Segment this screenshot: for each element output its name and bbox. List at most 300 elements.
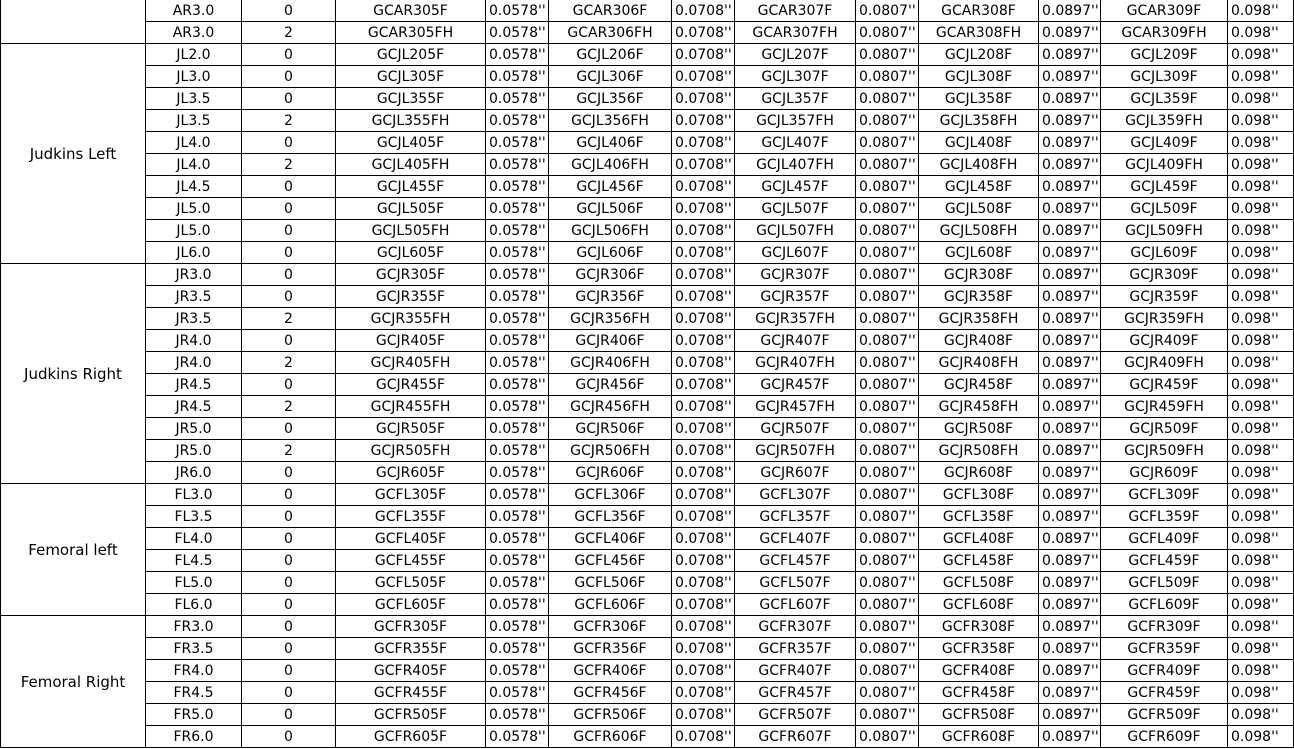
table-cell: 0.0807'' bbox=[856, 330, 919, 352]
table-cell: GCFL308F bbox=[919, 484, 1039, 506]
table-cell: 0.0578'' bbox=[486, 374, 549, 396]
table-cell: 0.0897'' bbox=[1039, 88, 1101, 110]
table-cell: 0.0807'' bbox=[856, 440, 919, 462]
table-cell: 0.0708'' bbox=[672, 330, 735, 352]
table-cell: JR5.0 bbox=[146, 418, 242, 440]
table-cell: GCFL356F bbox=[549, 506, 672, 528]
table-cell: 0.098'' bbox=[1228, 88, 1294, 110]
table-cell: 0 bbox=[242, 572, 336, 594]
table-row bbox=[1, 528, 1294, 550]
table-cell: GCJR505FH bbox=[336, 440, 486, 462]
table-cell: 0.0897'' bbox=[1039, 418, 1101, 440]
table-cell: 0.0897'' bbox=[1039, 352, 1101, 374]
table-cell: 0.0578'' bbox=[486, 638, 549, 660]
table-cell: GCJR408FH bbox=[919, 352, 1039, 374]
table-cell: GCFR456F bbox=[549, 682, 672, 704]
table-cell: 0.0578'' bbox=[486, 242, 549, 264]
table-cell: 0 bbox=[242, 44, 336, 66]
table-cell: 0 bbox=[242, 286, 336, 308]
table-cell: 0.0897'' bbox=[1039, 682, 1101, 704]
table-cell: JL6.0 bbox=[146, 242, 242, 264]
table-cell: GCFL409F bbox=[1101, 528, 1228, 550]
table-cell: 0.0897'' bbox=[1039, 242, 1101, 264]
table-cell: 0.0897'' bbox=[1039, 264, 1101, 286]
table-cell: FL4.5 bbox=[146, 550, 242, 572]
table-row bbox=[1, 264, 1294, 286]
table-cell: GCFL407F bbox=[735, 528, 856, 550]
table-cell: 0.0578'' bbox=[486, 726, 549, 748]
table-cell: GCFL507F bbox=[735, 572, 856, 594]
table-cell: 0.0578'' bbox=[486, 22, 549, 44]
table-cell: 0.0897'' bbox=[1039, 44, 1101, 66]
table-cell: 0.0897'' bbox=[1039, 440, 1101, 462]
table-cell: GCJR409FH bbox=[1101, 352, 1228, 374]
table-cell: 0.0897'' bbox=[1039, 660, 1101, 682]
table-cell: GCJR509FH bbox=[1101, 440, 1228, 462]
table-cell: 0 bbox=[242, 660, 336, 682]
table-cell: 0.0807'' bbox=[856, 198, 919, 220]
table-cell: GCJL458F bbox=[919, 176, 1039, 198]
table-cell: GCFL358F bbox=[919, 506, 1039, 528]
table-cell: 0.0807'' bbox=[856, 616, 919, 638]
table-cell: 0.0708'' bbox=[672, 110, 735, 132]
table-cell: GCFR306F bbox=[549, 616, 672, 638]
table-cell: 0.098'' bbox=[1228, 110, 1294, 132]
table-cell: GCFL455F bbox=[336, 550, 486, 572]
table-row bbox=[1, 242, 1294, 264]
table-cell: GCJL506F bbox=[549, 198, 672, 220]
table-cell: GCFR506F bbox=[549, 704, 672, 726]
table-cell: 0 bbox=[242, 176, 336, 198]
table-cell: 0.0708'' bbox=[672, 660, 735, 682]
table-cell: 0.098'' bbox=[1228, 550, 1294, 572]
table-cell: GCJR355F bbox=[336, 286, 486, 308]
table-cell: 0.098'' bbox=[1228, 352, 1294, 374]
group-label-cell: Femoral Right bbox=[1, 616, 146, 748]
table-cell: 0.098'' bbox=[1228, 154, 1294, 176]
table-cell: GCJR359F bbox=[1101, 286, 1228, 308]
table-cell: GCJL456F bbox=[549, 176, 672, 198]
table-cell: GCFR455F bbox=[336, 682, 486, 704]
table-cell: GCFR507F bbox=[735, 704, 856, 726]
table-cell: GCJR405FH bbox=[336, 352, 486, 374]
table-cell: 0.0708'' bbox=[672, 352, 735, 374]
table-cell: 0.0807'' bbox=[856, 308, 919, 330]
table-cell: 0.0578'' bbox=[486, 616, 549, 638]
table-cell: GCFL305F bbox=[336, 484, 486, 506]
table-cell: GCAR306FH bbox=[549, 22, 672, 44]
table-cell: GCJL605F bbox=[336, 242, 486, 264]
table-cell: 0.0708'' bbox=[672, 396, 735, 418]
table-cell: FL3.0 bbox=[146, 484, 242, 506]
table-cell: GCJR458F bbox=[919, 374, 1039, 396]
table-cell: 0.098'' bbox=[1228, 616, 1294, 638]
table-row bbox=[1, 286, 1294, 308]
table-cell: GCFL458F bbox=[919, 550, 1039, 572]
table-cell: FL6.0 bbox=[146, 594, 242, 616]
table-cell: 0.0578'' bbox=[486, 682, 549, 704]
table-cell: GCJL509FH bbox=[1101, 220, 1228, 242]
table-cell: GCAR309FH bbox=[1101, 22, 1228, 44]
table-cell: 0.098'' bbox=[1228, 198, 1294, 220]
table-cell: 0.0897'' bbox=[1039, 396, 1101, 418]
table-cell: 0.0807'' bbox=[856, 550, 919, 572]
table-cell: 0.0708'' bbox=[672, 726, 735, 748]
table-cell: 0.0807'' bbox=[856, 418, 919, 440]
table-cell: 0.0708'' bbox=[672, 506, 735, 528]
table-cell: JR4.0 bbox=[146, 330, 242, 352]
table-cell: 0.0807'' bbox=[856, 704, 919, 726]
table-cell: GCJL508F bbox=[919, 198, 1039, 220]
table-cell: GCAR309F bbox=[1101, 0, 1228, 22]
table-cell: 2 bbox=[242, 308, 336, 330]
table-cell: GCFL509F bbox=[1101, 572, 1228, 594]
table-cell: GCJR457FH bbox=[735, 396, 856, 418]
table-cell: 0 bbox=[242, 242, 336, 264]
table-cell: FR4.0 bbox=[146, 660, 242, 682]
table-cell: GCJR407FH bbox=[735, 352, 856, 374]
table-cell: 0 bbox=[242, 638, 336, 660]
table-cell: GCFR605F bbox=[336, 726, 486, 748]
table-cell: 2 bbox=[242, 396, 336, 418]
table-cell: 0.098'' bbox=[1228, 132, 1294, 154]
table-cell: 0.0578'' bbox=[486, 484, 549, 506]
table-cell: GCJL409F bbox=[1101, 132, 1228, 154]
table-cell: 0.0807'' bbox=[856, 286, 919, 308]
group-label-cell: Femoral left bbox=[1, 484, 146, 616]
table-cell: GCFR409F bbox=[1101, 660, 1228, 682]
table-cell: 0.098'' bbox=[1228, 22, 1294, 44]
table-cell: JL3.5 bbox=[146, 110, 242, 132]
table-cell: GCJL407F bbox=[735, 132, 856, 154]
table-cell: GCJR507FH bbox=[735, 440, 856, 462]
table-cell: GCJR306F bbox=[549, 264, 672, 286]
table-cell: GCJL505FH bbox=[336, 220, 486, 242]
table-cell: 0.098'' bbox=[1228, 374, 1294, 396]
table-cell: 0.0897'' bbox=[1039, 374, 1101, 396]
table-cell: FR3.5 bbox=[146, 638, 242, 660]
table-cell: GCAR305F bbox=[336, 0, 486, 22]
table-cell: GCJR455F bbox=[336, 374, 486, 396]
table-cell: 0.0578'' bbox=[486, 286, 549, 308]
table-cell: GCFR458F bbox=[919, 682, 1039, 704]
table-cell: 0.098'' bbox=[1228, 726, 1294, 748]
table-cell: GCFL456F bbox=[549, 550, 672, 572]
table-cell: 0.098'' bbox=[1228, 264, 1294, 286]
table-row bbox=[1, 506, 1294, 528]
table-cell: GCJL506FH bbox=[549, 220, 672, 242]
table-cell: GCFR505F bbox=[336, 704, 486, 726]
table-cell: 0 bbox=[242, 88, 336, 110]
table-cell: GCAR305FH bbox=[336, 22, 486, 44]
table-cell: GCJL207F bbox=[735, 44, 856, 66]
table-cell: GCJR409F bbox=[1101, 330, 1228, 352]
table-cell: 0.098'' bbox=[1228, 330, 1294, 352]
table-cell: 0.0897'' bbox=[1039, 330, 1101, 352]
table-cell: 0 bbox=[242, 374, 336, 396]
table-cell: 0.098'' bbox=[1228, 506, 1294, 528]
table-cell: GCAR308F bbox=[919, 0, 1039, 22]
table-cell: 0.0897'' bbox=[1039, 506, 1101, 528]
table-cell: GCJL208F bbox=[919, 44, 1039, 66]
table-cell: GCJL405FH bbox=[336, 154, 486, 176]
table-cell: 0.0897'' bbox=[1039, 594, 1101, 616]
table-row bbox=[1, 682, 1294, 704]
table-cell: FR4.5 bbox=[146, 682, 242, 704]
table-cell: 0.0708'' bbox=[672, 264, 735, 286]
table-cell: GCFR407F bbox=[735, 660, 856, 682]
table-cell: 0.0708'' bbox=[672, 682, 735, 704]
table-cell: GCJR405F bbox=[336, 330, 486, 352]
table-cell: JL4.0 bbox=[146, 154, 242, 176]
table-cell: 0.0578'' bbox=[486, 594, 549, 616]
table-cell: 0.0897'' bbox=[1039, 22, 1101, 44]
table-row bbox=[1, 594, 1294, 616]
table-row bbox=[1, 638, 1294, 660]
table-row bbox=[1, 198, 1294, 220]
table-cell: 0.0807'' bbox=[856, 88, 919, 110]
table-cell: 0.0897'' bbox=[1039, 154, 1101, 176]
table-cell: GCJL209F bbox=[1101, 44, 1228, 66]
table-cell: GCFR606F bbox=[549, 726, 672, 748]
table-cell: GCFR356F bbox=[549, 638, 672, 660]
table-cell: JR3.5 bbox=[146, 286, 242, 308]
table-row bbox=[1, 484, 1294, 506]
table-cell: GCJL505F bbox=[336, 198, 486, 220]
table-cell: 0.0897'' bbox=[1039, 704, 1101, 726]
table-cell: GCJL359FH bbox=[1101, 110, 1228, 132]
table-cell: 0.0578'' bbox=[486, 198, 549, 220]
table-row bbox=[1, 330, 1294, 352]
table-cell: 0.0578'' bbox=[486, 660, 549, 682]
table-cell: GCJL306F bbox=[549, 66, 672, 88]
table-cell: GCJL356F bbox=[549, 88, 672, 110]
table-cell: 0.0708'' bbox=[672, 704, 735, 726]
table-cell: 0 bbox=[242, 704, 336, 726]
table-cell: 0.0897'' bbox=[1039, 176, 1101, 198]
table-cell: GCFL408F bbox=[919, 528, 1039, 550]
table-cell: GCJR606F bbox=[549, 462, 672, 484]
table-cell: GCJR605F bbox=[336, 462, 486, 484]
table-cell: 0.098'' bbox=[1228, 286, 1294, 308]
table-cell: JR5.0 bbox=[146, 440, 242, 462]
table-cell: 0.0578'' bbox=[486, 154, 549, 176]
table-cell: 2 bbox=[242, 22, 336, 44]
table-cell: GCJL356FH bbox=[549, 110, 672, 132]
table-cell: 0.0708'' bbox=[672, 418, 735, 440]
table-cell: JL5.0 bbox=[146, 220, 242, 242]
table-cell: GCFL357F bbox=[735, 506, 856, 528]
table-cell: GCJL457F bbox=[735, 176, 856, 198]
table-cell: 0.0807'' bbox=[856, 352, 919, 374]
table-cell: GCJL309F bbox=[1101, 66, 1228, 88]
table-cell: 0.0897'' bbox=[1039, 462, 1101, 484]
table-cell: 2 bbox=[242, 110, 336, 132]
table-cell: 0.0578'' bbox=[486, 220, 549, 242]
table-cell: JR3.0 bbox=[146, 264, 242, 286]
group-label-cell bbox=[1, 0, 146, 44]
table-cell: 0.0897'' bbox=[1039, 638, 1101, 660]
table-cell: GCAR307FH bbox=[735, 22, 856, 44]
table-cell: JR4.5 bbox=[146, 374, 242, 396]
table-cell: FR5.0 bbox=[146, 704, 242, 726]
table-cell: GCJL409FH bbox=[1101, 154, 1228, 176]
table-cell: 0.0578'' bbox=[486, 440, 549, 462]
table-cell: GCFR508F bbox=[919, 704, 1039, 726]
table-cell: 0.0708'' bbox=[672, 88, 735, 110]
table-cell: GCJL305F bbox=[336, 66, 486, 88]
group-label-cell: Judkins Left bbox=[1, 44, 146, 264]
table-cell: 0.0807'' bbox=[856, 132, 919, 154]
table-cell: GCJR358F bbox=[919, 286, 1039, 308]
table-cell: JR4.0 bbox=[146, 352, 242, 374]
table-cell: 0.0807'' bbox=[856, 374, 919, 396]
table-cell: 0.0807'' bbox=[856, 22, 919, 44]
table-cell: 2 bbox=[242, 154, 336, 176]
table-cell: 0.098'' bbox=[1228, 66, 1294, 88]
table-cell: GCFR408F bbox=[919, 660, 1039, 682]
table-row bbox=[1, 704, 1294, 726]
table-cell: GCJR506F bbox=[549, 418, 672, 440]
table-cell: 0.0807'' bbox=[856, 484, 919, 506]
table-row bbox=[1, 220, 1294, 242]
table-cell: 0 bbox=[242, 528, 336, 550]
table-cell: GCJR406FH bbox=[549, 352, 672, 374]
table-cell: 0.0708'' bbox=[672, 0, 735, 22]
table-cell: 0.098'' bbox=[1228, 638, 1294, 660]
table-row bbox=[1, 440, 1294, 462]
table-cell: GCJR355FH bbox=[336, 308, 486, 330]
table-cell: GCJL206F bbox=[549, 44, 672, 66]
table-cell: GCJR456F bbox=[549, 374, 672, 396]
table-cell: 0.0897'' bbox=[1039, 66, 1101, 88]
table-row bbox=[1, 352, 1294, 374]
table-cell: 0 bbox=[242, 682, 336, 704]
table-cell: 0.098'' bbox=[1228, 440, 1294, 462]
table-row bbox=[1, 110, 1294, 132]
table-row bbox=[1, 88, 1294, 110]
table-cell: 0.0578'' bbox=[486, 132, 549, 154]
table-cell: 0 bbox=[242, 132, 336, 154]
table-body bbox=[1, 0, 1294, 748]
table-cell: JL5.0 bbox=[146, 198, 242, 220]
table-cell: GCJL607F bbox=[735, 242, 856, 264]
table-row bbox=[1, 616, 1294, 638]
table-cell: 0.0578'' bbox=[486, 506, 549, 528]
table-cell: GCFL457F bbox=[735, 550, 856, 572]
table-cell: 0.0578'' bbox=[486, 352, 549, 374]
table-cell: 0.0578'' bbox=[486, 264, 549, 286]
table-cell: 0.0708'' bbox=[672, 616, 735, 638]
table-cell: 0 bbox=[242, 220, 336, 242]
table-cell: GCJL507F bbox=[735, 198, 856, 220]
table-cell: GCJR459FH bbox=[1101, 396, 1228, 418]
table-cell: GCFL405F bbox=[336, 528, 486, 550]
table-cell: GCFL406F bbox=[549, 528, 672, 550]
table-cell: 0.0708'' bbox=[672, 462, 735, 484]
table-cell: 0.0807'' bbox=[856, 682, 919, 704]
table-cell: 0.0578'' bbox=[486, 528, 549, 550]
table-cell: GCJL358FH bbox=[919, 110, 1039, 132]
table-cell: GCJL357F bbox=[735, 88, 856, 110]
table-cell: 0.0807'' bbox=[856, 462, 919, 484]
table-cell: 0.098'' bbox=[1228, 594, 1294, 616]
table-cell: 0.0708'' bbox=[672, 484, 735, 506]
table-cell: GCJL408F bbox=[919, 132, 1039, 154]
table-cell: GCJR505F bbox=[336, 418, 486, 440]
table-cell: 0.0897'' bbox=[1039, 220, 1101, 242]
table-cell: 0.0807'' bbox=[856, 264, 919, 286]
table-cell: GCFL309F bbox=[1101, 484, 1228, 506]
table-cell: 0 bbox=[242, 66, 336, 88]
table-cell: GCJL408FH bbox=[919, 154, 1039, 176]
table-row bbox=[1, 462, 1294, 484]
table-cell: JR3.5 bbox=[146, 308, 242, 330]
table-cell: 0.0578'' bbox=[486, 44, 549, 66]
table-row bbox=[1, 418, 1294, 440]
table-cell: 0.0708'' bbox=[672, 550, 735, 572]
table-cell: 0.0807'' bbox=[856, 0, 919, 22]
table-cell: GCJR357F bbox=[735, 286, 856, 308]
table-row bbox=[1, 66, 1294, 88]
table-cell: 0 bbox=[242, 264, 336, 286]
table-cell: 0.0708'' bbox=[672, 242, 735, 264]
table-cell: 0.098'' bbox=[1228, 682, 1294, 704]
table-cell: GCJL407FH bbox=[735, 154, 856, 176]
table-cell: GCJR455FH bbox=[336, 396, 486, 418]
table-cell: 2 bbox=[242, 440, 336, 462]
table-row bbox=[1, 660, 1294, 682]
table-cell: 0 bbox=[242, 506, 336, 528]
table-cell: FR6.0 bbox=[146, 726, 242, 748]
table-cell: 0.0578'' bbox=[486, 88, 549, 110]
table-cell: GCJL359F bbox=[1101, 88, 1228, 110]
table-cell: 2 bbox=[242, 352, 336, 374]
table-cell: 0.098'' bbox=[1228, 660, 1294, 682]
table-cell: 0.0708'' bbox=[672, 572, 735, 594]
table-cell: GCJR305F bbox=[336, 264, 486, 286]
table-cell: 0.0897'' bbox=[1039, 572, 1101, 594]
table-cell: GCFR308F bbox=[919, 616, 1039, 638]
table-cell: 0.0708'' bbox=[672, 198, 735, 220]
table-cell: GCJL507FH bbox=[735, 220, 856, 242]
table-row bbox=[1, 550, 1294, 572]
table-cell: 0.098'' bbox=[1228, 462, 1294, 484]
table-cell: 0.0807'' bbox=[856, 220, 919, 242]
table-row bbox=[1, 154, 1294, 176]
table-cell: 0 bbox=[242, 418, 336, 440]
table-cell: GCJL308F bbox=[919, 66, 1039, 88]
table-cell: 0.0807'' bbox=[856, 396, 919, 418]
table-cell: GCFL306F bbox=[549, 484, 672, 506]
table-cell: GCFR355F bbox=[336, 638, 486, 660]
table-cell: 0.0708'' bbox=[672, 176, 735, 198]
table-cell: GCJR407F bbox=[735, 330, 856, 352]
table-row bbox=[1, 44, 1294, 66]
table-cell: 0.0708'' bbox=[672, 528, 735, 550]
table-cell: GCJL459F bbox=[1101, 176, 1228, 198]
table-cell: GCAR306F bbox=[549, 0, 672, 22]
table-cell: 0 bbox=[242, 198, 336, 220]
table-cell: 0.0578'' bbox=[486, 66, 549, 88]
table-cell: GCJR506FH bbox=[549, 440, 672, 462]
table-row bbox=[1, 572, 1294, 594]
table-cell: 0.098'' bbox=[1228, 220, 1294, 242]
table-cell: 0.098'' bbox=[1228, 484, 1294, 506]
table-cell: 0.0578'' bbox=[486, 418, 549, 440]
table-cell: JL3.0 bbox=[146, 66, 242, 88]
table-cell: 0 bbox=[242, 330, 336, 352]
